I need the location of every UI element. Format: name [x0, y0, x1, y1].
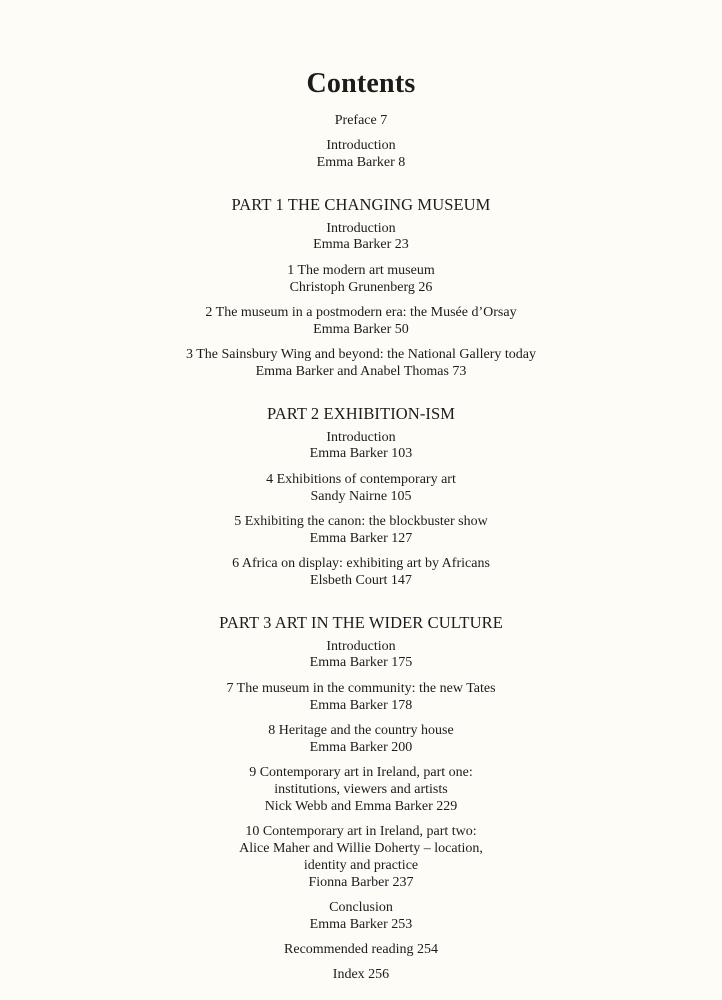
- chapter-6-author: Elsbeth Court 147: [310, 573, 412, 588]
- chapter-10-title-line-3: identity and practice: [303, 858, 419, 873]
- recommended-reading-entry: Recommended reading 254: [284, 942, 438, 957]
- chapter-2-author: Emma Barker 50: [313, 322, 409, 337]
- part-3-intro-label: Introduction: [326, 639, 396, 654]
- chapter-4-author: Sandy Nairne 105: [310, 489, 412, 504]
- chapter-9-title-line-1: 9 Contemporary art in Ireland, part one:: [249, 765, 473, 780]
- part-1-heading: PART 1 THE CHANGING MUSEUM: [231, 195, 491, 214]
- chapter-3-author: Emma Barker and Anabel Thomas 73: [255, 364, 467, 379]
- chapter-10-title-line-1: 10 Contemporary art in Ireland, part two:: [245, 824, 477, 839]
- part-2-intro-author: Emma Barker 103: [309, 446, 413, 461]
- chapter-9-author: Nick Webb and Emma Barker 229: [264, 799, 458, 814]
- chapter-2-title: 2 The museum in a postmodern era: the Musée d’Orsay: [205, 305, 517, 320]
- conclusion-label: Conclusion: [329, 900, 393, 915]
- chapter-1-author: Christoph Grunenberg 26: [289, 280, 433, 295]
- chapter-7-title: 7 The museum in the community: the new Tates: [226, 681, 496, 696]
- page-title: Contents: [306, 68, 416, 99]
- chapter-5-title: 5 Exhibiting the canon: the blockbuster show: [234, 514, 488, 529]
- chapter-6-title: 6 Africa on display: exhibiting art by Africans: [232, 556, 490, 571]
- introduction-label: Introduction: [326, 138, 396, 153]
- chapter-8-title: 8 Heritage and the country house: [268, 723, 454, 738]
- index-entry: Index 256: [332, 967, 390, 982]
- preface-entry: Preface 7: [334, 113, 388, 128]
- chapter-8-author: Emma Barker 200: [309, 740, 413, 755]
- chapter-9-title-line-2: institutions, viewers and artists: [274, 782, 448, 797]
- conclusion-author: Emma Barker 253: [309, 917, 413, 932]
- part-2-intro-label: Introduction: [326, 430, 396, 445]
- introduction-author: Emma Barker 8: [316, 155, 406, 170]
- chapter-10-author: Fionna Barber 237: [308, 875, 414, 890]
- part-3-intro-author: Emma Barker 175: [309, 655, 413, 670]
- part-1-intro-label: Introduction: [326, 221, 396, 236]
- chapter-7-author: Emma Barker 178: [309, 698, 413, 713]
- part-1-intro-author: Emma Barker 23: [313, 237, 409, 252]
- chapter-3-title: 3 The Sainsbury Wing and beyond: the National Gallery today: [185, 347, 536, 362]
- chapter-1-title: 1 The modern art museum: [287, 263, 435, 278]
- chapter-5-author: Emma Barker 127: [309, 531, 413, 546]
- part-3-heading: PART 3 ART IN THE WIDER CULTURE: [219, 613, 503, 632]
- chapter-10-title-line-2: Alice Maher and Willie Doherty – location,: [239, 841, 483, 856]
- chapter-4-title: 4 Exhibitions of contemporary art: [266, 472, 456, 487]
- part-2-heading: PART 2 EXHIBITION-ISM: [266, 404, 456, 423]
